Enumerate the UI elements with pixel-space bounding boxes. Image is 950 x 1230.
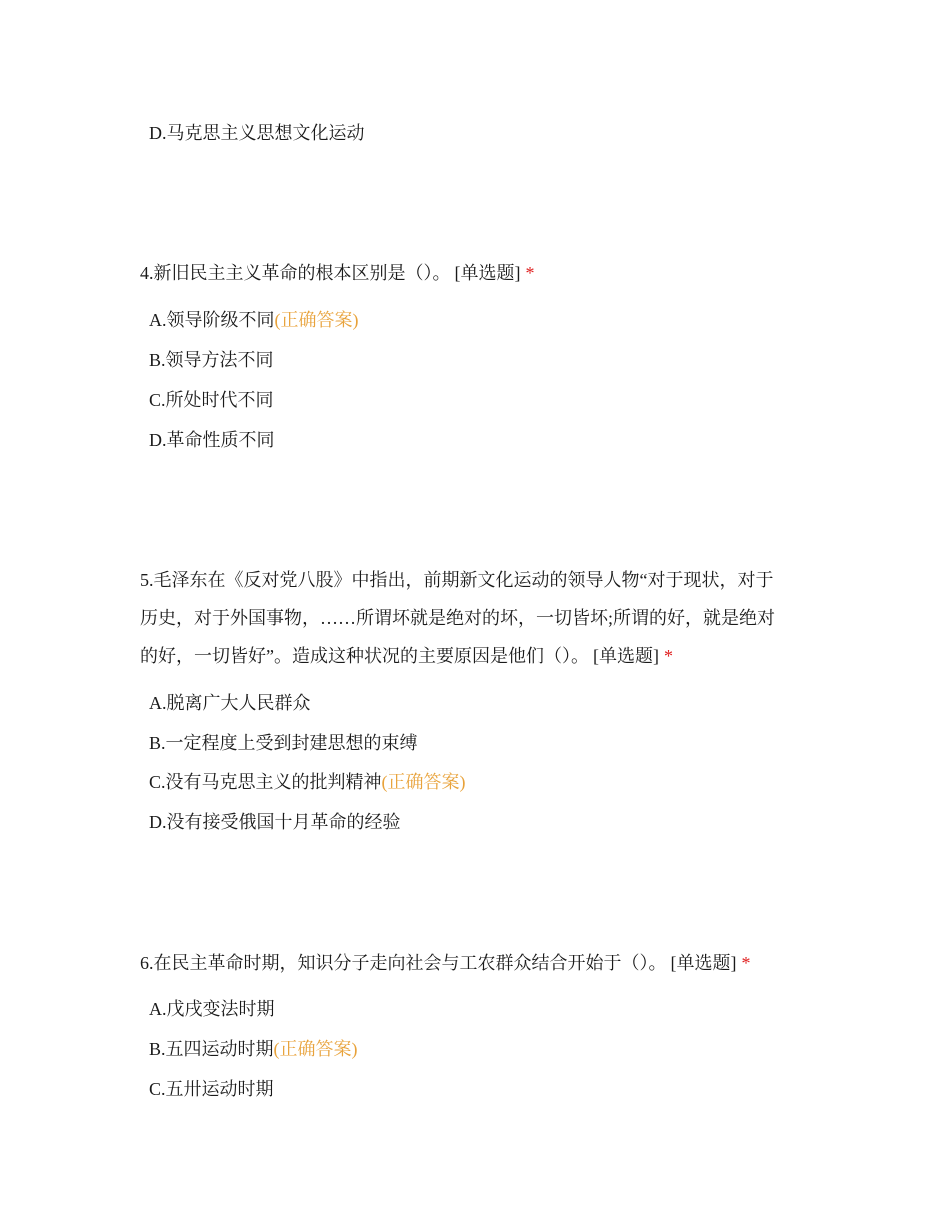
option-text: B.一定程度上受到封建思想的束缚 [149,733,418,753]
question-6-option-a [149,997,275,1021]
question-type-tag: [单选题] [670,953,737,973]
question-text: 的好，一切皆好”。造成这种状况的主要原因是他们（）。 [140,646,589,666]
required-mark: * [525,263,535,283]
option-text: A.戊戌变法时期 [149,999,275,1019]
question-5-option-d [149,810,401,834]
question-text-line-3 [140,637,810,675]
question-type-tag: [单选题] [593,646,659,666]
question-text-line-2: 历史，对于外国事物，……所谓坏就是绝对的坏，一切皆坏;所谓的好，就是绝对 [140,608,775,628]
question-text: 6.在民主革命时期，知识分子走向社会与工农群众结合开始于（）。 [140,953,667,973]
question-type-tag: [单选题] [454,263,521,283]
question-6-title [140,951,751,975]
option-text: C.所处时代不同 [149,390,274,410]
correct-answer-label: (正确答案) [274,310,359,330]
required-mark: * [664,646,673,666]
correct-answer-label: (正确答案) [381,772,466,792]
option-text: D.马克思主义思想文化运动 [149,123,365,143]
question-6-option-c [149,1077,274,1101]
question-5-option-b [149,731,418,755]
question-4-title [140,261,535,285]
question-5-option-a [149,691,311,715]
required-mark: * [741,953,751,973]
option-text: D.革命性质不同 [149,430,275,450]
question-4-option-a [149,308,359,332]
option-text: C.五卅运动时期 [149,1079,274,1099]
option-text: D.没有接受俄国十月革命的经验 [149,812,401,832]
option-text: A.脱离广大人民群众 [149,693,311,713]
option-text: B.五四运动时期 [149,1039,274,1059]
question-5-option-c [149,770,466,794]
option-d-prev [149,121,365,145]
question-6-option-b [149,1037,358,1061]
question-text: 4.新旧民主主义革命的根本区别是（）。 [140,263,451,283]
option-text: A.领导阶级不同 [149,310,275,330]
option-text: C.没有马克思主义的批判精神 [149,772,382,792]
question-4-option-d [149,428,275,452]
question-5-title [140,561,810,675]
question-text-line-1: 5.毛泽东在《反对党八股》中指出，前期新文化运动的领导人物“对于现状，对于 [140,570,774,590]
option-text: B.领导方法不同 [149,350,274,370]
question-4-option-b [149,348,274,372]
correct-answer-label: (正确答案) [273,1039,358,1059]
question-4-option-c [149,388,274,412]
